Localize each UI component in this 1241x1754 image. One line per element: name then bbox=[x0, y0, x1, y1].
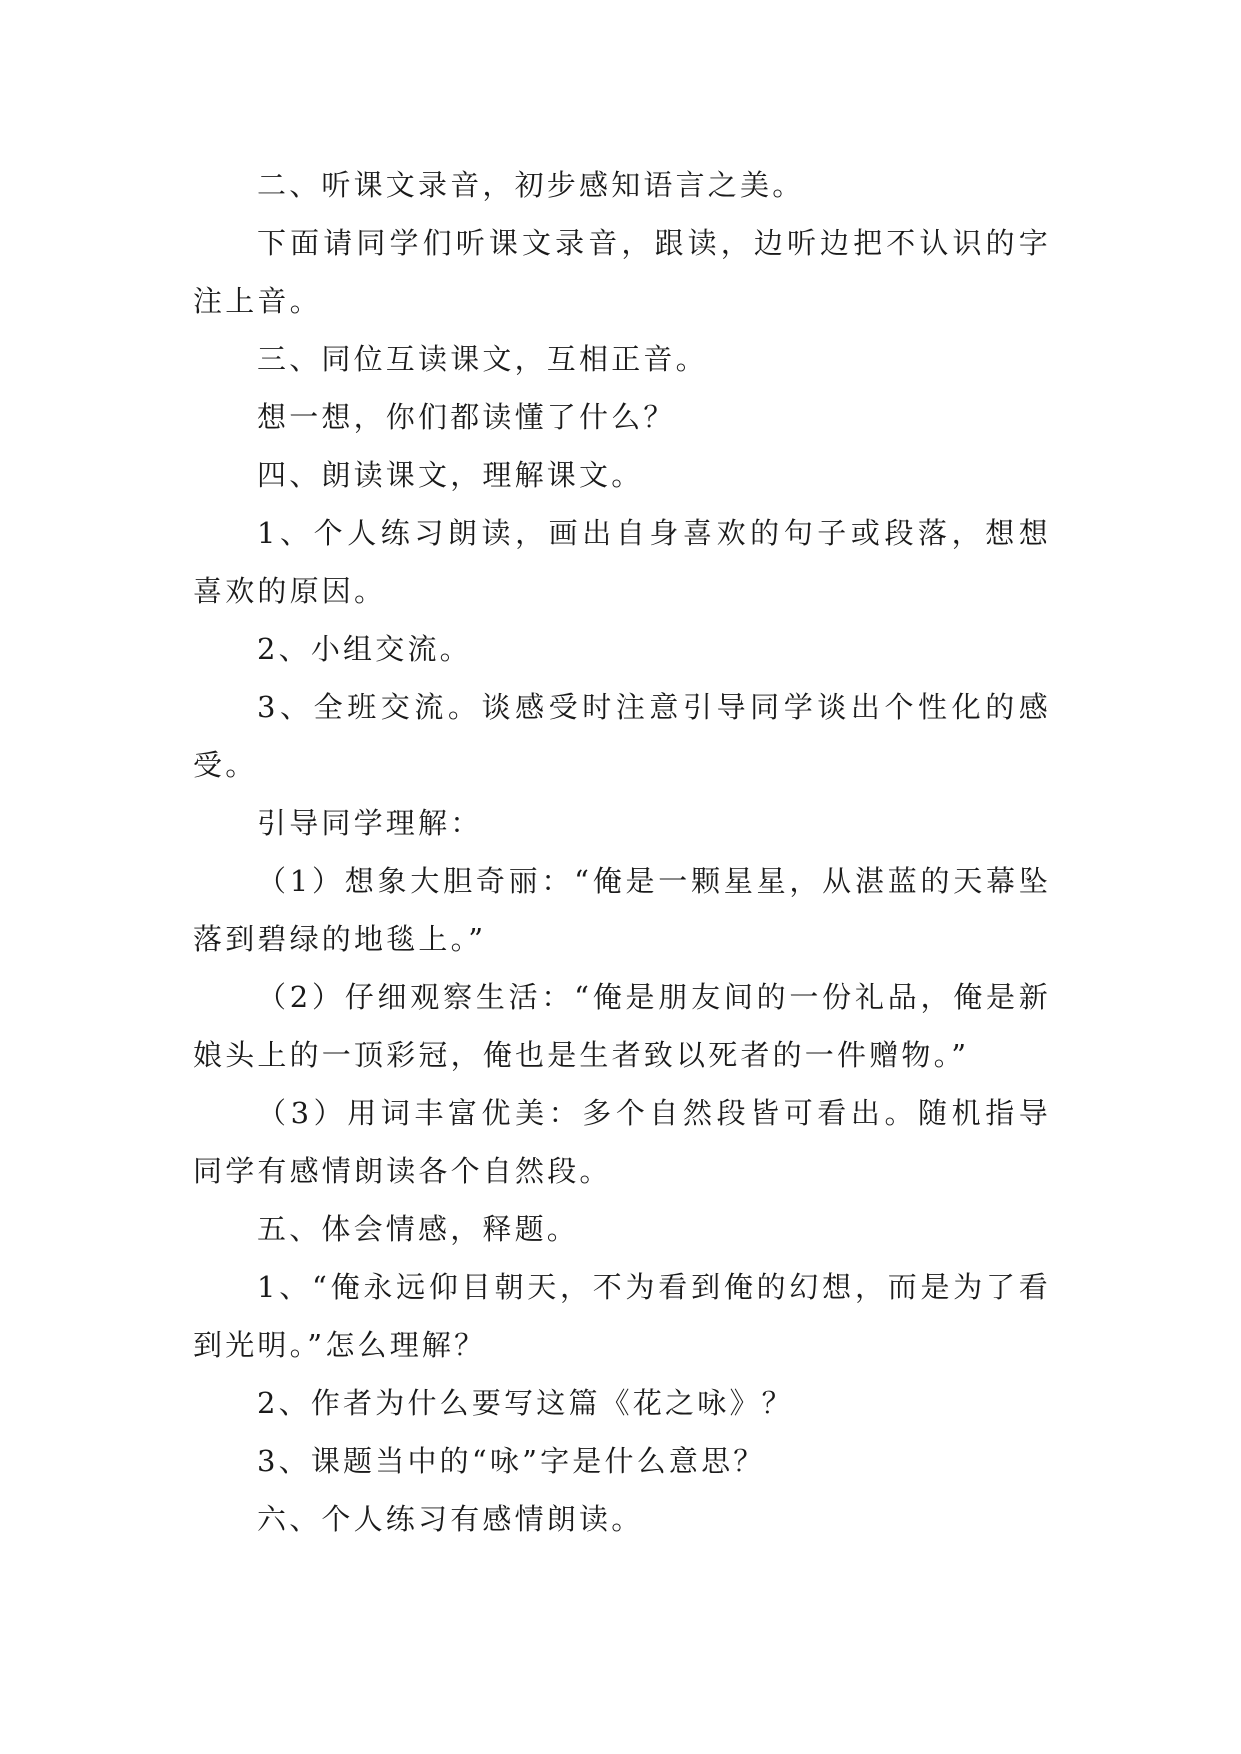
list-item-question-3: 3、课题当中的“咏”字是什么意思？ bbox=[257, 1444, 766, 1478]
list-item-question-2: 2、作者为什么要写这篇《花之咏》？ bbox=[257, 1386, 794, 1420]
paragraph-listen-instructions: 下面请同学们听课文录音，跟读，边听边把不认识的字注上音。 bbox=[193, 226, 1051, 318]
list-item-group-discussion: 2、小组交流。 bbox=[257, 632, 472, 666]
list-item-class-discussion: 3、全班交流。谈感受时注意引导同学谈出个性化的感受。 bbox=[193, 690, 1051, 782]
section-heading-peer-reading: 三、同位互读课文，互相正音。 bbox=[257, 342, 708, 376]
list-item-observation: （2）仔细观察生活：“俺是朋友间的一份礼品，俺是新娘头上的一顶彩冠，俺也是生者致以死者的一件赠物。” bbox=[193, 980, 1051, 1072]
section-heading-listen: 二、听课文录音，初步感知语言之美。 bbox=[257, 168, 805, 202]
section-heading-practice: 六、个人练习有感情朗读。 bbox=[257, 1502, 644, 1536]
list-item-wording: （3）用词丰富优美：多个自然段皆可看出。随机指导同学有感情朗读各个自然段。 bbox=[193, 1096, 1051, 1188]
paragraph-guide-understanding: 引导同学理解： bbox=[257, 806, 483, 840]
list-item-individual-reading: 1、个人练习朗读，画出自身喜欢的句子或段落，想想喜欢的原因。 bbox=[193, 516, 1051, 608]
list-item-imagination: （1）想象大胆奇丽：“俺是一颗星星，从湛蓝的天幕坠落到碧绿的地毯上。” bbox=[193, 864, 1051, 956]
document-body bbox=[193, 156, 1051, 1548]
section-heading-reading-comprehension: 四、朗读课文，理解课文。 bbox=[257, 458, 644, 492]
list-item-question-1: 1、“俺永远仰目朝天，不为看到俺的幻想，而是为了看到光明。”怎么理解？ bbox=[193, 1270, 1051, 1362]
section-heading-emotion: 五、体会情感，释题。 bbox=[257, 1212, 580, 1246]
paragraph-think: 想一想，你们都读懂了什么？ bbox=[257, 400, 676, 434]
